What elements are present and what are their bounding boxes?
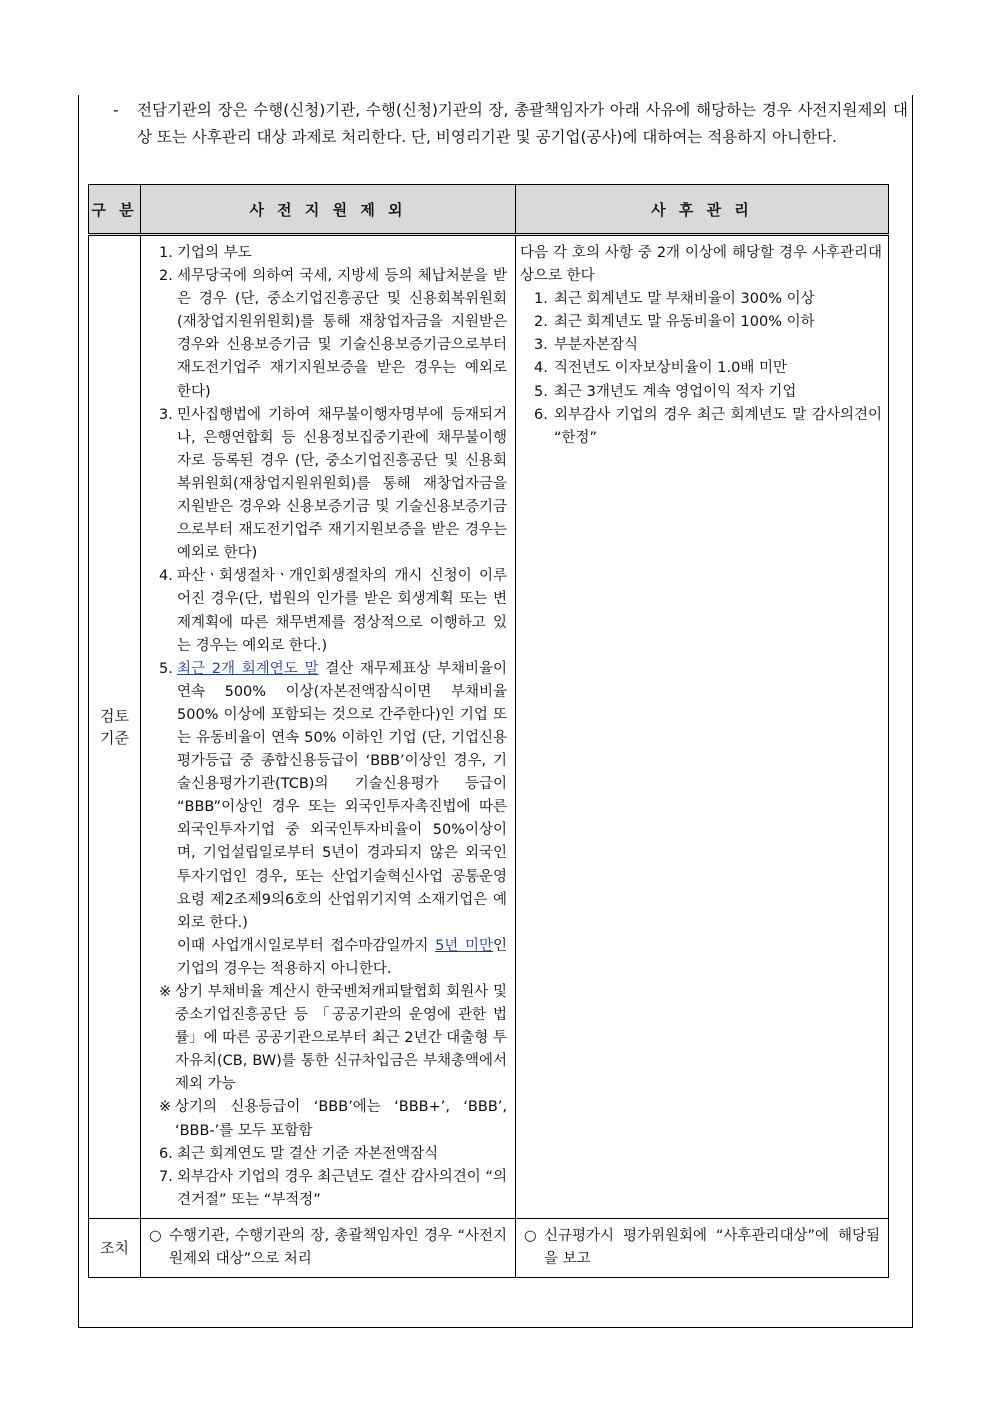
footnote	[159, 1096, 507, 1142]
item-text	[177, 658, 507, 935]
item-number: 7.	[159, 1168, 173, 1185]
exclusion-item	[159, 565, 507, 657]
item-number: 5.	[534, 383, 548, 400]
reference-mark-icon: ※	[159, 984, 172, 1000]
sub-text-post: 인 기업의 경우는 적용하지 아니한다.	[177, 937, 507, 977]
post-item	[520, 334, 882, 357]
item-text: 최근 회계연도 말 결산 기준 자본전액잠식	[177, 1145, 439, 1162]
post-management-cell	[516, 235, 889, 1219]
item-text: 부분자본잠식	[554, 337, 639, 354]
exclusion-item-5	[159, 658, 507, 935]
item-text: 외부감사 기업의 경우 최근 회계년도 말 감사의견이 “한정”	[554, 406, 882, 446]
post-item	[520, 404, 882, 450]
exclusion-item	[159, 404, 507, 566]
item-text: 외부감사 기업의 경우 최근년도 결산 감사의견이 “의견거절” 또는 “부적정”	[177, 1168, 507, 1208]
criteria-table	[88, 184, 889, 1278]
header-row	[89, 185, 889, 235]
exclusion-item	[159, 242, 507, 265]
header-post-management: 사 후 관 리	[516, 185, 889, 235]
item-text: 최근 회계년도 말 유동비율이 100% 이하	[554, 314, 815, 331]
item-number: 6.	[159, 1145, 173, 1162]
item5-text: 결산 재무제표상 부채비율이 연속 500% 이상(자본전액잠식이면 부채비율 500% 이상에 포함되는 것으로 간주한다)인 기업 또는 유동비율이 연속 50% 이하인 기업 (단, 기업신용평가등급 중 종합신용등급이 ‘BBB’이상인 경우, 기술신용평가기관(TCB)의 기술신용평가 등급이 “BBB”이상인 경우 또는 외국인투자촉진법에 따른 외국인투자기업 중 외국인투자비율이 50%이상이며, 기업설립일로부터 5년이 경과되지 않은 외국인투자기업인 경우, 또는 산업기술혁신사업 공통운영요령 제2조제9의6호의 산업위기지역 소재기업은 예외로 한다.)	[177, 660, 507, 931]
item-number: 2.	[534, 314, 548, 331]
action-pre-text: 수행기관, 수행기관의 장, 총괄책임자인 경우 “사전지원제외 대상”으로 처리	[169, 1227, 507, 1267]
action-row	[89, 1218, 889, 1277]
exclusion-item	[159, 1166, 507, 1212]
item-text: 세무당국에 의하여 국세, 지방세 등의 체납처분을 받은 경우 (단, 중소기업진흥공단 및 신용회복위원회(재창업지원위원회)를 통해 재창업자금을 지원받은 경우와 신용보증기금 및 기술신용보증기금으로부터 재도전기업주 재기지원보증을 받은 경우는 예외로 한다)	[177, 268, 507, 400]
intro-dash: -	[113, 101, 119, 119]
item-number: 1.	[159, 245, 173, 261]
item-number: 1.	[534, 291, 548, 308]
header-category: 구 분	[89, 185, 141, 235]
review-label-line1: 검토	[100, 706, 129, 725]
post-item	[520, 311, 882, 334]
review-label-line2: 기준	[100, 728, 129, 747]
item-number: 3.	[159, 406, 173, 423]
footnote-text: 상기 부채비율 계산시 한국벤쳐캐피탈협회 회원사 및 중소기업진흥공단 등 「공공기관의 운영에 관한 법률」에 따른 공공기관으로부터 최근 2년간 대출형 투자유치(CB, BW)를 통한 신규차입금은 부채총액에서 제외 가능	[175, 984, 507, 1093]
review-criteria-label	[89, 235, 141, 1219]
action-post-text: 신규평가시 평가위원회에 “사후관리대상”에 해당됨을 보고	[544, 1227, 880, 1267]
exclusion-item	[159, 1143, 507, 1166]
footnote-text: 상기의 신용등급이 ‘BBB’에는 ‘BBB+’, ‘BBB’, ‘BBB-’를 모두 포함함	[175, 1099, 507, 1139]
circle-bullet-icon: ○	[149, 1227, 162, 1244]
period-link[interactable]: 최근 2개 회계연도 말	[177, 660, 319, 677]
reference-mark-icon: ※	[159, 1099, 172, 1116]
item-number: 4.	[534, 360, 548, 377]
intro-paragraph	[113, 97, 908, 151]
header-pre-exclusion: 사 전 지 원 제 외	[141, 185, 516, 235]
item-text: 파산ㆍ회생절차ㆍ개인회생절차의 개시 신청이 이루어진 경우(단, 법원의 인가를 받은 회생계획 또는 변제계획에 따른 채무변제를 정상적으로 이행하고 있는 경우는 예외로 한다.)	[177, 568, 507, 654]
item-text: 최근 회계년도 말 부채비율이 300% 이상	[554, 291, 815, 308]
intro-text: 전담기관의 장은 수행(신청)기관, 수행(신청)기관의 장, 총괄책임자가 아래 사유에 해당하는 경우 사전지원제외 대상 또는 사후관리 대상 과제로 처리한다. 단, 비영리기관 및 공기업(공사)에 대하여는 적용하지 아니한다.	[137, 101, 908, 146]
review-row	[89, 235, 889, 1219]
action-pre-cell	[141, 1218, 516, 1277]
item5-sub-note	[159, 935, 507, 981]
circle-bullet-icon: ○	[524, 1227, 537, 1244]
item-text: 기업의 부도	[177, 245, 252, 261]
item-number: 5.	[159, 660, 173, 677]
post-item	[520, 381, 882, 404]
post-item	[520, 288, 882, 311]
post-lead-text: 다음 각 호의 사항 중 2개 이상에 해당할 경우 사후관리대상으로 한다	[520, 245, 882, 285]
item-number: 4.	[159, 568, 173, 585]
action-post-cell	[516, 1218, 889, 1277]
item-number: 3.	[534, 337, 548, 354]
post-item	[520, 357, 882, 380]
footnote	[159, 981, 507, 1096]
years-link[interactable]: 5년 미만	[435, 937, 493, 954]
item-text: 민사집행법에 기하여 채무불이행자명부에 등재되거나, 은행연합회 등 신용정보집중기관에 채무불이행자로 등록된 경우 (단, 중소기업진흥공단 및 신용회복위원회(재창업지원위원회)를 통해 재창업자금을 지원받은 경우와 신용보증기금 및 기술신용보증기금으로부터 재도전기업주 재기지원보증을 받은 경우는 예외로 한다)	[177, 406, 507, 562]
sub-text-pre: 이때 사업개시일로부터 접수마감일까지	[177, 937, 436, 954]
item-text: 최근 3개년도 계속 영업이익 적자 기업	[554, 383, 797, 400]
exclusion-item	[159, 265, 507, 404]
item-number: 2.	[159, 268, 173, 285]
item-text: 직전년도 이자보상비율이 1.0배 미만	[554, 360, 787, 377]
action-label: 조치	[89, 1218, 141, 1277]
item-number: 6.	[534, 406, 548, 423]
pre-exclusion-cell	[141, 235, 516, 1219]
